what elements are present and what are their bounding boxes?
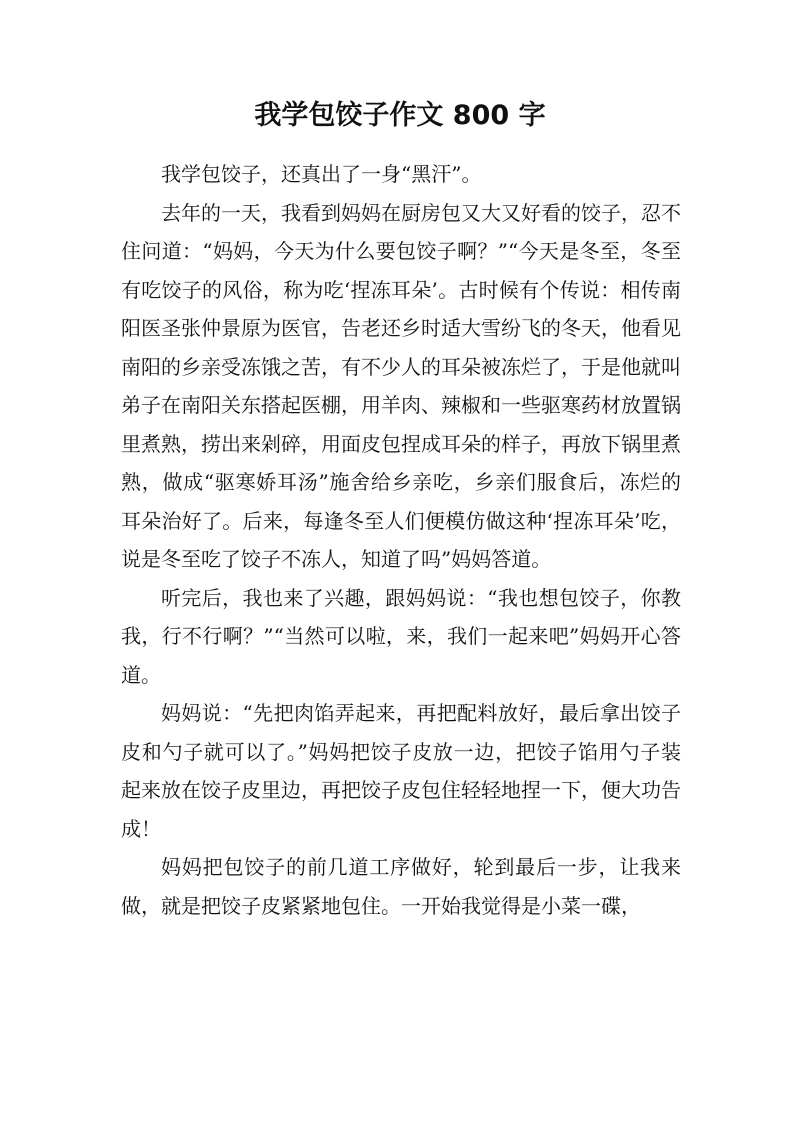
paragraph: 去年的一天，我看到妈妈在厨房包又大又好看的饺子，忍不住问道：“妈妈，今天为什么要包饺子啊？”“今天是冬至，冬至有吃饺子的风俗，称为吃‘捏冻耳朵’。古时候有个传说：相传南阳医圣张仲景原为医官，告老还乡时适大雪纷飞的冬天，他看见南阳的乡亲受冻饿之苦，有不少人的耳朵被冻烂了，于是他就叫弟子在南阳关东搭起医棚，用羊肉、辣椒和一些驱寒药材放置锅里煮熟，捞出来剁碎，用面皮包捏成耳朵的样子，再放下锅里煮熟，做成“驱寒娇耳汤”施舍给乡亲吃，乡亲们服食后，冻烂的耳朵治好了。后来，每逢冬至人们便模仿做这种‘捏冻耳朵’吃，说是冬至吃了饺子不冻人，知道了吗”妈妈答道。 — [121, 200, 681, 571]
document-body — [121, 155, 681, 925]
paragraph: 我学包饺子，还真出了一身“黑汗”。 — [161, 162, 482, 186]
paragraph: 听完后，我也来了兴趣，跟妈妈说：“我也想包饺子，你教我，行不行啊？”“当然可以啦，来，我们一起来吧”妈妈开心答道。 — [121, 585, 681, 687]
paragraph: 妈妈说：“先把肉馅弄起来，再把配料放好，最后拿出饺子皮和勺子就可以了。”妈妈把饺子皮放一边，把饺子馅用勺子装起来放在饺子皮里边，再把饺子皮包住轻轻地捏一下，便大功告成！ — [121, 701, 681, 841]
document-title: 我学包饺子作文 800 字 — [254, 100, 546, 131]
paragraph: 妈妈把包饺子的前几道工序做好，轮到最后一步，让我来做，就是把饺子皮紧紧地包住。一开始我觉得是小菜一碟， — [121, 855, 681, 918]
